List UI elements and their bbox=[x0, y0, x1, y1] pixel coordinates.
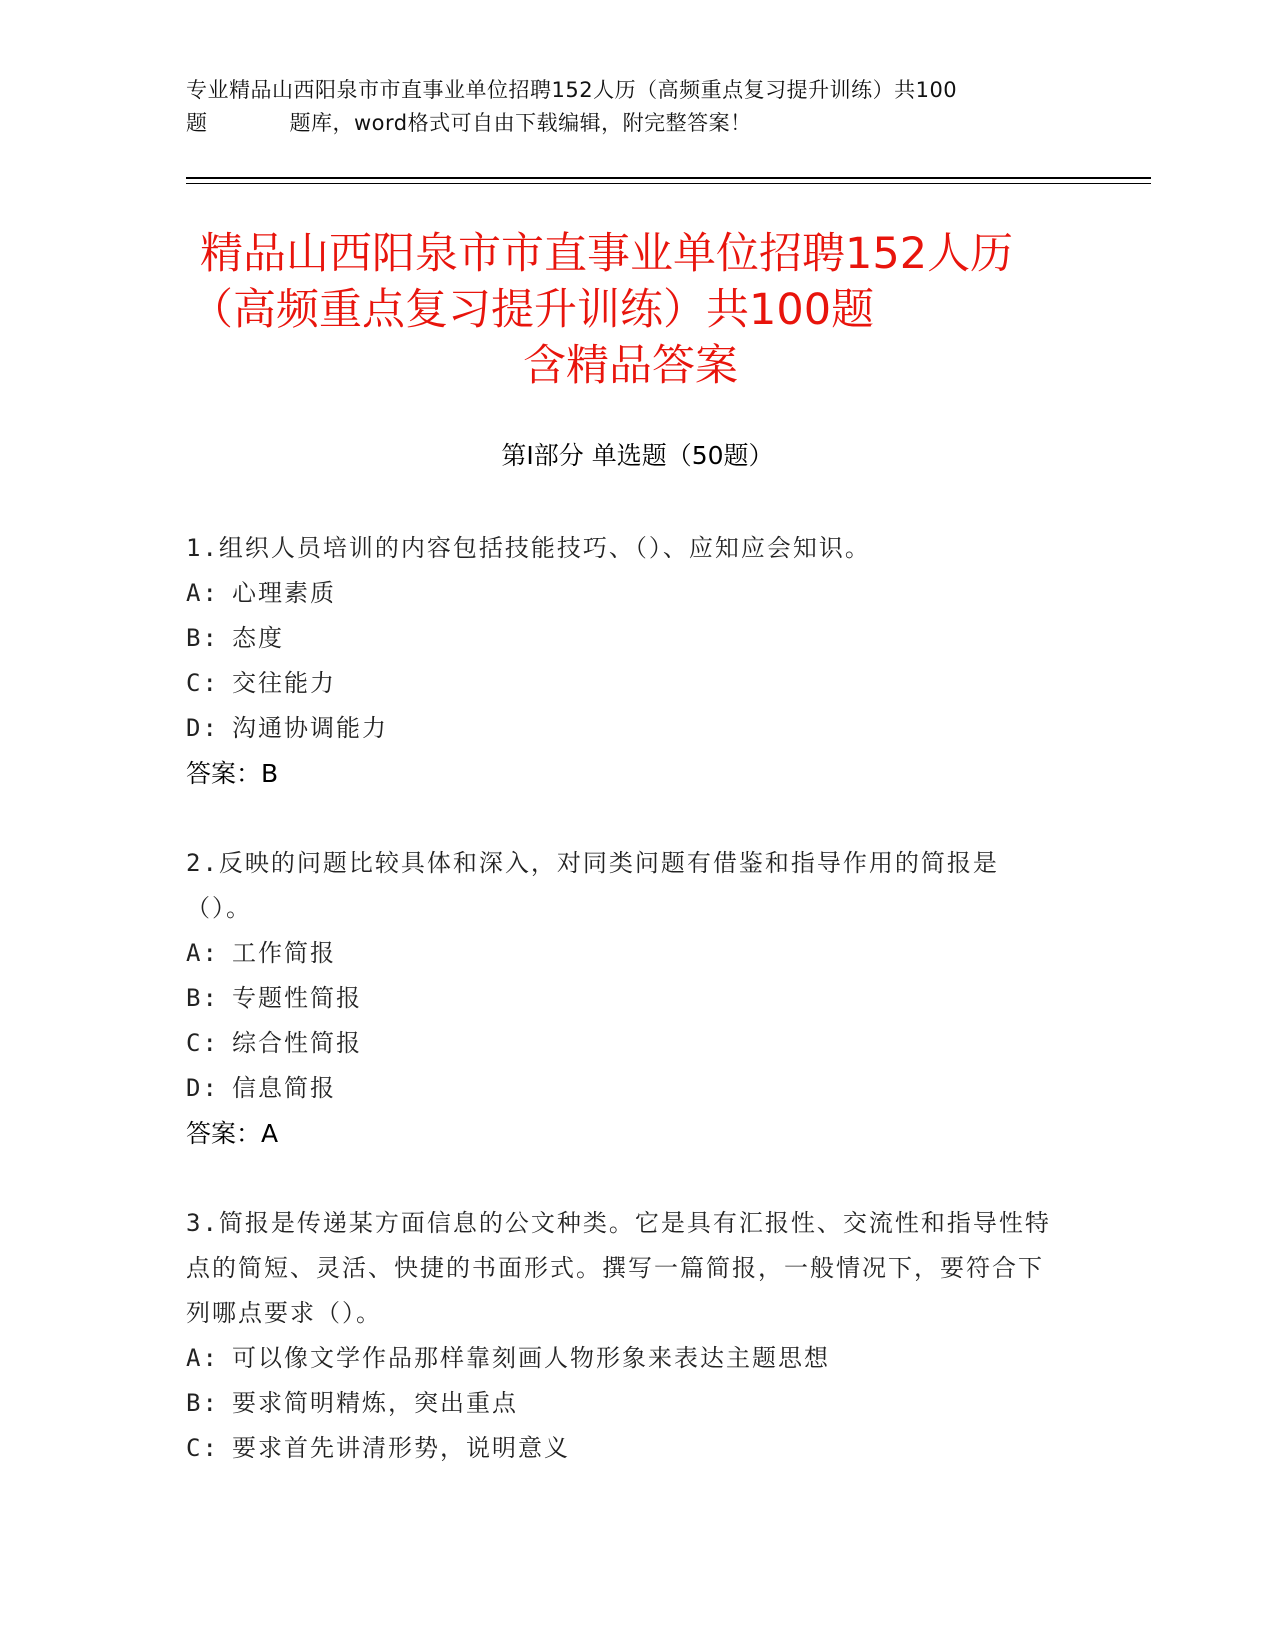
option-b: B: 专题性简报 bbox=[186, 984, 362, 1012]
option-c: C: 要求首先讲清形势，说明意义 bbox=[186, 1434, 570, 1462]
answer: 答案：A bbox=[186, 1119, 279, 1148]
document-title-line2: （高频重点复习提升训练）共100题 bbox=[190, 285, 875, 335]
question-stem: 2.反映的问题比较具体和深入，对同类问题有借鉴和指导作用的简报是（）。 bbox=[186, 849, 999, 922]
document-title-line3: 含精品答案 bbox=[523, 341, 738, 391]
question-1 bbox=[186, 526, 1056, 796]
answer: 答案：B bbox=[186, 759, 279, 788]
question-stem: 1.组织人员培训的内容包括技能技巧、（）、应知应会知识。 bbox=[186, 534, 871, 562]
header-rule-thin bbox=[186, 183, 1151, 184]
option-c: C: 综合性简报 bbox=[186, 1029, 362, 1057]
header-note-line1: 专业精品山西阳泉市市直事业单位招聘152人历（高频重点复习提升训练）共100 bbox=[186, 78, 958, 102]
header-note bbox=[186, 74, 1086, 140]
question-3 bbox=[186, 1201, 1056, 1471]
option-d: D: 沟通协调能力 bbox=[186, 714, 388, 742]
header-note-line2-start: 题 bbox=[186, 111, 208, 135]
option-c: C: 交往能力 bbox=[186, 669, 336, 697]
question-2 bbox=[186, 841, 1056, 1156]
option-a: A: 可以像文学作品那样靠刻画人物形象来表达主题思想 bbox=[186, 1344, 830, 1372]
header-note-line2-rest: 题库，word格式可自由下载编辑，附完整答案！ bbox=[289, 111, 752, 135]
option-a: A: 心理素质 bbox=[186, 579, 336, 607]
section-title: 第Ⅰ部分 单选题（50题） bbox=[501, 441, 774, 470]
header-rule-thick bbox=[186, 177, 1151, 179]
document-title-line1: 精品山西阳泉市市直事业单位招聘152人历 bbox=[200, 229, 1014, 279]
option-b: B: 态度 bbox=[186, 624, 284, 652]
option-d: D: 信息简报 bbox=[186, 1074, 336, 1102]
option-a: A: 工作简报 bbox=[186, 939, 336, 967]
question-list bbox=[186, 526, 1056, 1516]
document-title bbox=[190, 226, 1090, 394]
question-stem: 3.简报是传递某方面信息的公文种类。它是具有汇报性、交流性和指导性特点的简短、灵活、快捷的书面形式。撰写一篇简报，一般情况下，要符合下列哪点要求（）。 bbox=[186, 1209, 1051, 1327]
option-b: B: 要求简明精炼，突出重点 bbox=[186, 1389, 518, 1417]
header-note-line2 bbox=[186, 107, 1086, 140]
